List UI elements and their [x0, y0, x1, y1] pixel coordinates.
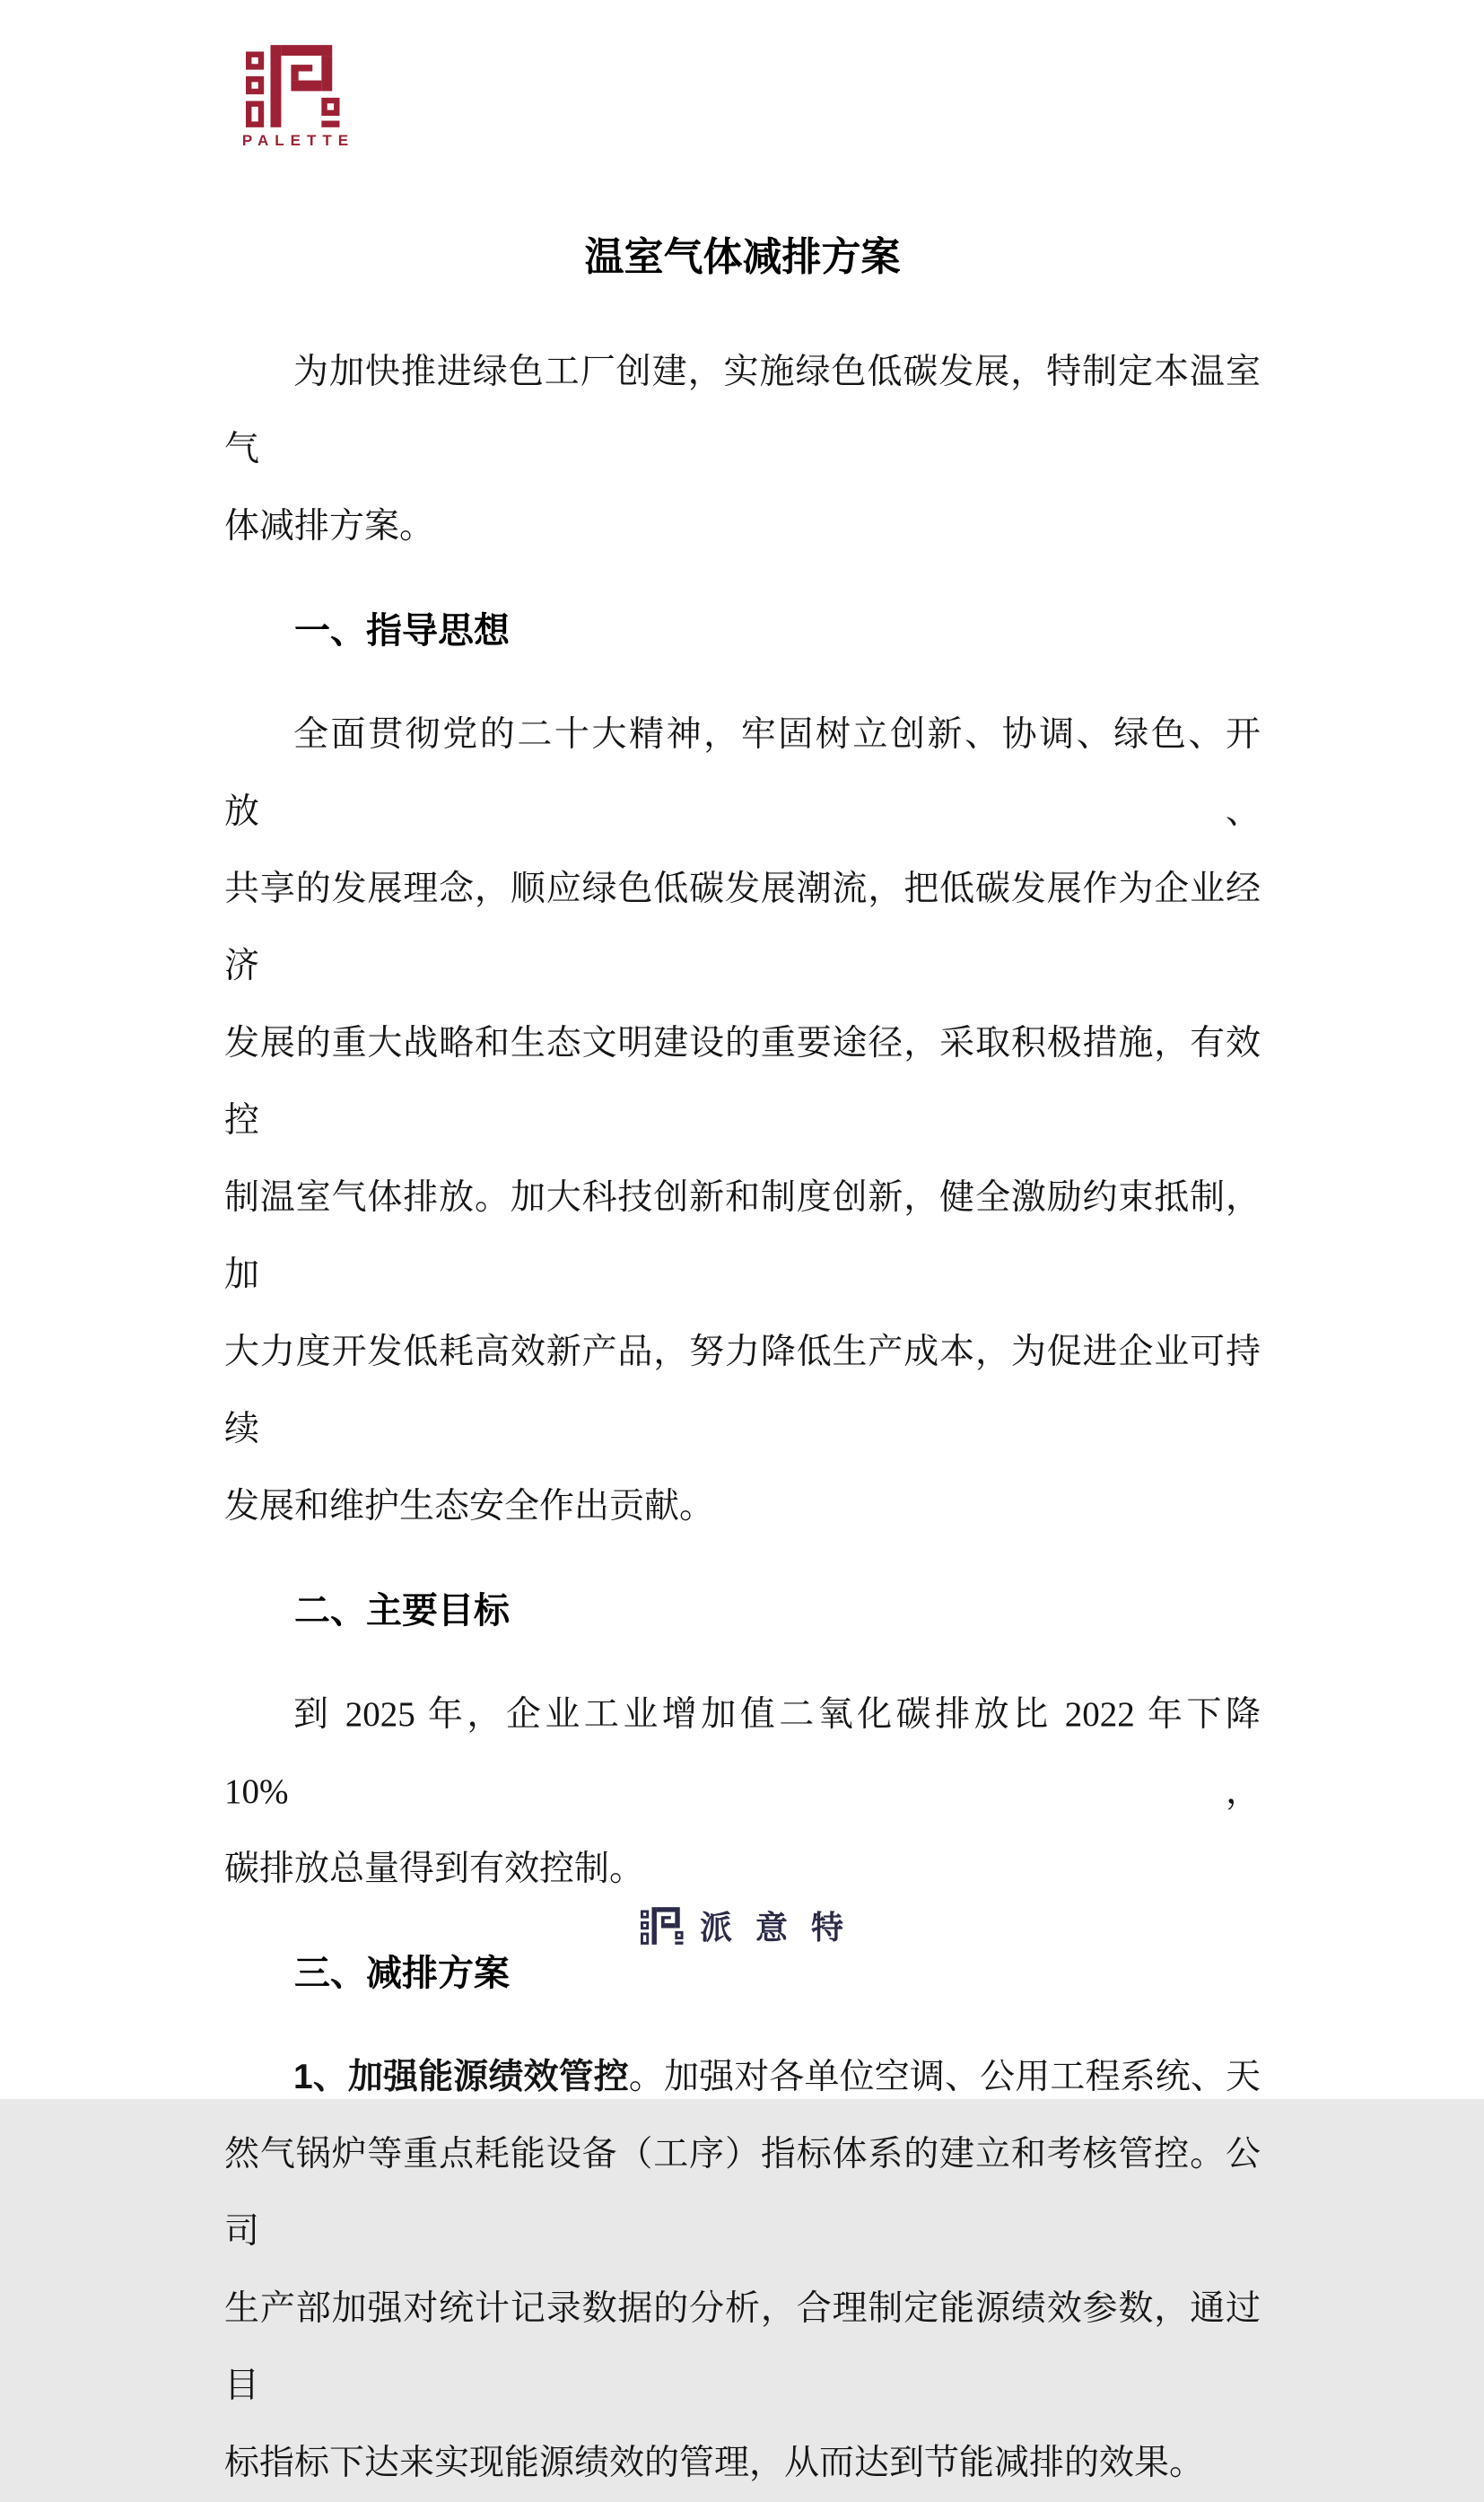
section1-line-3: 发展的重大战略和生态文明建设的重要途径，采取积极措施，有效控	[224, 1024, 1261, 1140]
section1-line-4: 制温室气体排放。加大科技创新和制度创新，健全激励约束抵制，加	[224, 1178, 1261, 1294]
section3-line-1-rest: 。加强对各单位空调、公用工程系统、天	[628, 2058, 1261, 2096]
section1-line-1: 全面贯彻党的二十大精神，牢固树立创新、协调、绿色、开放、	[224, 715, 1261, 831]
section2-heading: 二、主要目标	[294, 1591, 510, 1631]
section1-line-5: 大力度开发低耗高效新产品，努力降低生产成本，为促进企业可持续	[224, 1333, 1261, 1448]
footer-brand-text: 派意特	[699, 1909, 867, 1946]
section3-line-1	[224, 2039, 1261, 2116]
section1-line-2: 共享的发展理念，顺应绿色低碳发展潮流，把低碳发展作为企业经济	[224, 870, 1261, 985]
section1-line-6: 发展和维护生态安全作出贡献。	[224, 1487, 715, 1526]
intro-line-2: 体减排方案。	[224, 507, 435, 546]
section3-paragraph	[224, 2039, 1261, 2502]
section3-line-1-bold: 1、加强能源绩效管控	[293, 2058, 629, 2096]
document-content	[224, 219, 1261, 2502]
palette-logo-icon	[235, 45, 355, 127]
section1-paragraph	[224, 696, 1261, 1545]
intro-line-1: 为加快推进绿色工厂创建，实施绿色低碳发展，特制定本温室气	[224, 353, 1261, 468]
footer-brand-block	[0, 1903, 1484, 1948]
section2-line-1: 到 2025 年，企业工业增加值二氧化碳排放比 2022 年下降 10%，	[224, 1695, 1261, 1811]
section2-paragraph	[224, 1676, 1261, 1908]
section2-line-2: 碳排放总量得到有效控制。	[224, 1850, 645, 1888]
palette-logo-wordmark: PALETTE	[241, 132, 355, 149]
section3-line-3: 生产部加强对统计记录数据的分析，合理制定能源绩效参数，通过目	[224, 2289, 1261, 2405]
palette-brand-block	[235, 45, 355, 150]
section1-heading: 一、指导思想	[294, 611, 510, 651]
document-title: 温室气体减排方案	[584, 235, 901, 279]
section3-heading: 三、减排方案	[294, 1954, 510, 1993]
section3-line-4: 标指标下达来实现能源绩效的管理，从而达到节能减排的效果。	[224, 2444, 1205, 2482]
payite-logo-icon	[641, 1907, 685, 1945]
section3-line-2: 然气锅炉等重点耗能设备（工序）指标体系的建立和考核管控。公司	[224, 2135, 1261, 2251]
intro-paragraph	[224, 334, 1261, 565]
